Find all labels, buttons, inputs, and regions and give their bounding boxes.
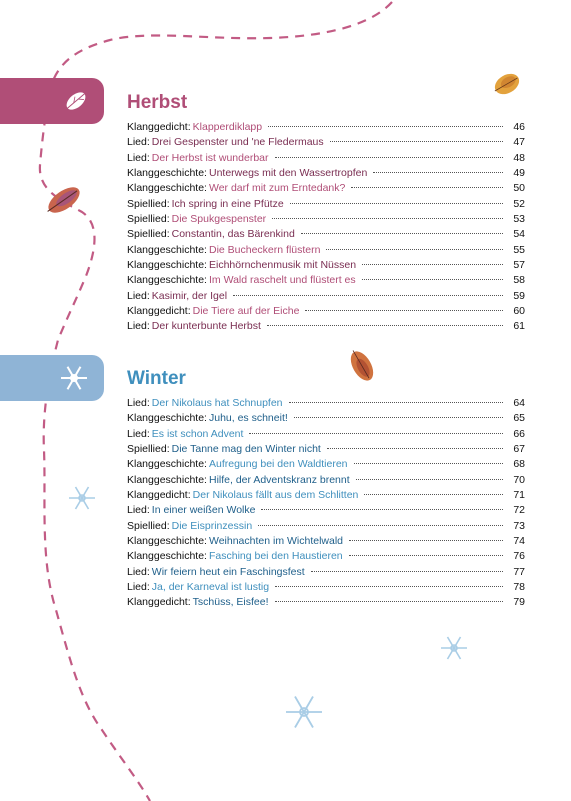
toc-leader-dots [327,448,503,449]
toc-entry[interactable] [127,182,525,197]
toc-entry-title: Der Herbst ist wunderbar [151,151,269,164]
toc-entry[interactable] [127,550,525,565]
toc-entry-page: 48 [513,151,525,164]
toc-entry[interactable] [127,121,525,136]
toc-entry-page: 52 [513,197,525,210]
toc-leader-dots [289,402,503,403]
toc-entry-category: Lied: [127,581,150,594]
toc-leader-dots [249,433,503,434]
toc-entry[interactable] [127,290,525,305]
toc-entry-page: 61 [513,320,525,333]
toc-leader-dots [267,325,503,326]
toc-entry-category: Klanggeschichte: [127,535,207,548]
snowflake-icon [286,697,322,728]
toc-entry-title: Die Eisprinzessin [171,519,253,532]
toc-entry[interactable] [127,274,525,289]
toc-leader-dots [311,571,503,572]
toc-leader-dots [261,509,503,510]
toc-entry-page: 71 [513,489,525,502]
toc-entry-title: Constantin, das Bärenkind [171,228,295,241]
toc-entry[interactable] [127,152,525,167]
toc-entry-category: Klanggedicht: [127,489,191,502]
toc-leader-dots [275,601,503,602]
toc-entry[interactable] [127,458,525,473]
toc-leader-dots [294,417,503,418]
toc-entry-page: 79 [513,596,525,609]
toc-entry[interactable] [127,428,525,443]
toc-entry-category: Klanggedicht: [127,121,191,133]
toc-leader-dots [275,586,503,587]
toc-entry[interactable] [127,504,525,519]
toc-entry-page: 70 [513,473,525,486]
toc-entry-title: Drei Gespenster und 'ne Fledermaus [151,136,324,149]
toc-entry-title: Ich spring in eine Pfütze [171,197,284,210]
toc-entry-title: Die Spukgespenster [171,213,267,226]
toc-entry-title: Unterwegs mit den Wassertropfen [208,167,368,180]
toc-entry[interactable] [127,474,525,489]
toc-entry[interactable] [127,535,525,550]
toc-entry-category: Lied: [127,504,150,517]
toc-entry-title: Wer darf mit zum Erntedank? [208,182,346,195]
autumn-leaf-icon [42,182,83,219]
toc-entry-page: 72 [513,504,525,517]
toc-leader-dots [362,279,503,280]
toc-leader-dots [362,264,503,265]
toc-entry-title: Die Tiere auf der Eiche [192,305,300,318]
toc-entry-title: Der kunterbunte Herbst [151,320,261,333]
toc-entry-category: Lied: [127,136,150,149]
toc-entry[interactable] [127,228,525,243]
toc-entry[interactable] [127,520,525,535]
toc-entry-title: Hilfe, der Adventskranz brennt [208,473,350,486]
toc-entry-category: Klanggeschichte: [127,550,207,563]
toc-leader-dots [305,310,503,311]
toc-leader-dots [290,203,503,204]
toc-entry[interactable] [127,412,525,427]
toc-entry-page: 46 [513,121,525,133]
toc-entry-page: 76 [513,550,525,563]
toc-entry-page: 57 [513,259,525,272]
toc-entry[interactable] [127,244,525,259]
toc-entry[interactable] [127,136,525,151]
toc-list-herbst [127,121,525,336]
toc-entry-page: 64 [513,397,525,409]
toc-entry-category: Lied: [127,397,150,409]
toc-entry[interactable] [127,581,525,596]
toc-entry-page: 47 [513,136,525,149]
toc-entry-page: 67 [513,443,525,456]
toc-entry-category: Spiellied: [127,213,170,226]
snowflake-icon [441,637,467,659]
toc-entry-title: Der Nikolaus fällt aus dem Schlitten [192,489,359,502]
toc-entry-page: 55 [513,243,525,256]
toc-leader-dots [330,141,503,142]
section-tab-herbst [0,78,104,124]
toc-entry-category: Spiellied: [127,228,170,241]
toc-leader-dots [258,525,503,526]
toc-entry-category: Klanggedicht: [127,596,191,609]
toc-entry-category: Lied: [127,427,150,440]
toc-entry[interactable] [127,320,525,335]
toc-entry-title: Juhu, es schneit! [208,412,288,425]
toc-entry-category: Lied: [127,289,150,302]
toc-entry-title: Tschüss, Eisfee! [192,596,269,609]
toc-entry[interactable] [127,566,525,581]
section-title-herbst: Herbst [127,92,188,113]
toc-leader-dots [272,218,503,219]
toc-entry-category: Klanggeschichte: [127,167,207,180]
toc-entry-title: Kasimir, der Igel [151,289,228,302]
toc-entry-category: Klanggeschichte: [127,259,207,272]
toc-entry-title: Ja, der Karneval ist lustig [151,581,270,594]
toc-leader-dots [354,463,503,464]
toc-leader-dots [351,187,503,188]
toc-entry-page: 59 [513,289,525,302]
toc-entry-page: 53 [513,213,525,226]
toc-entry-title: Wir feiern heut ein Faschingsfest [151,565,305,578]
toc-entry-category: Klanggeschichte: [127,243,207,256]
toc-leader-dots [275,157,504,158]
snowflake-icon [69,487,95,509]
toc-entry-category: Klanggeschichte: [127,182,207,195]
toc-entry-page: 74 [513,535,525,548]
snowflake-icon [61,367,87,390]
toc-entry-title: Weihnachten im Wichtelwald [208,535,344,548]
toc-entry[interactable] [127,259,525,274]
leaf-icon [63,89,89,114]
toc-entry-title: In einer weißen Wolke [151,504,256,517]
toc-entry-title: Die Bucheckern flüstern [208,243,321,256]
toc-entry-title: Der Nikolaus hat Schnupfen [151,397,283,409]
toc-leader-dots [364,494,503,495]
toc-entry[interactable] [127,443,525,458]
toc-entry-page: 78 [513,581,525,594]
toc-entry-page: 54 [513,228,525,241]
toc-leader-dots [301,233,503,234]
autumn-leaf-icon [490,70,522,99]
toc-entry[interactable] [127,167,525,182]
toc-entry-category: Klanggedicht: [127,305,191,318]
toc-leader-dots [356,479,503,480]
toc-leader-dots [233,295,503,296]
section-title-winter: Winter [127,368,186,389]
toc-entry-title: Fasching bei den Haustieren [208,550,343,563]
toc-entry-title: Es ist schon Advent [151,427,244,440]
autumn-leaf-icon [345,346,378,384]
toc-entry-title: Klapperdiklapp [192,121,263,133]
toc-list-winter [127,397,525,612]
toc-entry-category: Spiellied: [127,443,170,456]
toc-entry-category: Klanggeschichte: [127,473,207,486]
toc-entry-page: 49 [513,167,525,180]
toc-entry-category: Lied: [127,320,150,333]
toc-entry-title: Eichhörnchenmusik mit Nüssen [208,259,357,272]
toc-entry-category: Klanggeschichte: [127,274,207,287]
toc-entry-title: Im Wald raschelt und flüstert es [208,274,356,287]
toc-entry[interactable] [127,596,525,611]
toc-leader-dots [373,172,503,173]
toc-entry-category: Klanggeschichte: [127,458,207,471]
toc-entry-page: 60 [513,305,525,318]
toc-entry[interactable] [127,397,525,412]
toc-entry-title: Die Tanne mag den Winter nicht [171,443,321,456]
toc-entry[interactable] [127,305,525,320]
toc-leader-dots [349,555,503,556]
toc-leader-dots [326,249,503,250]
toc-entry-page: 58 [513,274,525,287]
toc-entry-page: 77 [513,565,525,578]
toc-entry-page: 73 [513,519,525,532]
toc-entry-category: Spiellied: [127,519,170,532]
toc-entry-category: Lied: [127,565,150,578]
toc-entry-category: Lied: [127,151,150,164]
toc-leader-dots [268,126,503,127]
toc-entry-category: Spiellied: [127,197,170,210]
toc-entry-title: Aufregung bei den Waldtieren [208,458,348,471]
toc-leader-dots [349,540,503,541]
toc-entry[interactable] [127,213,525,228]
toc-entry[interactable] [127,489,525,504]
section-tab-winter [0,355,104,401]
toc-entry-page: 50 [513,182,525,195]
toc-entry-category: Klanggeschichte: [127,412,207,425]
toc-entry-page: 65 [513,412,525,425]
toc-entry-page: 68 [513,458,525,471]
toc-entry-page: 66 [513,427,525,440]
toc-entry[interactable] [127,198,525,213]
